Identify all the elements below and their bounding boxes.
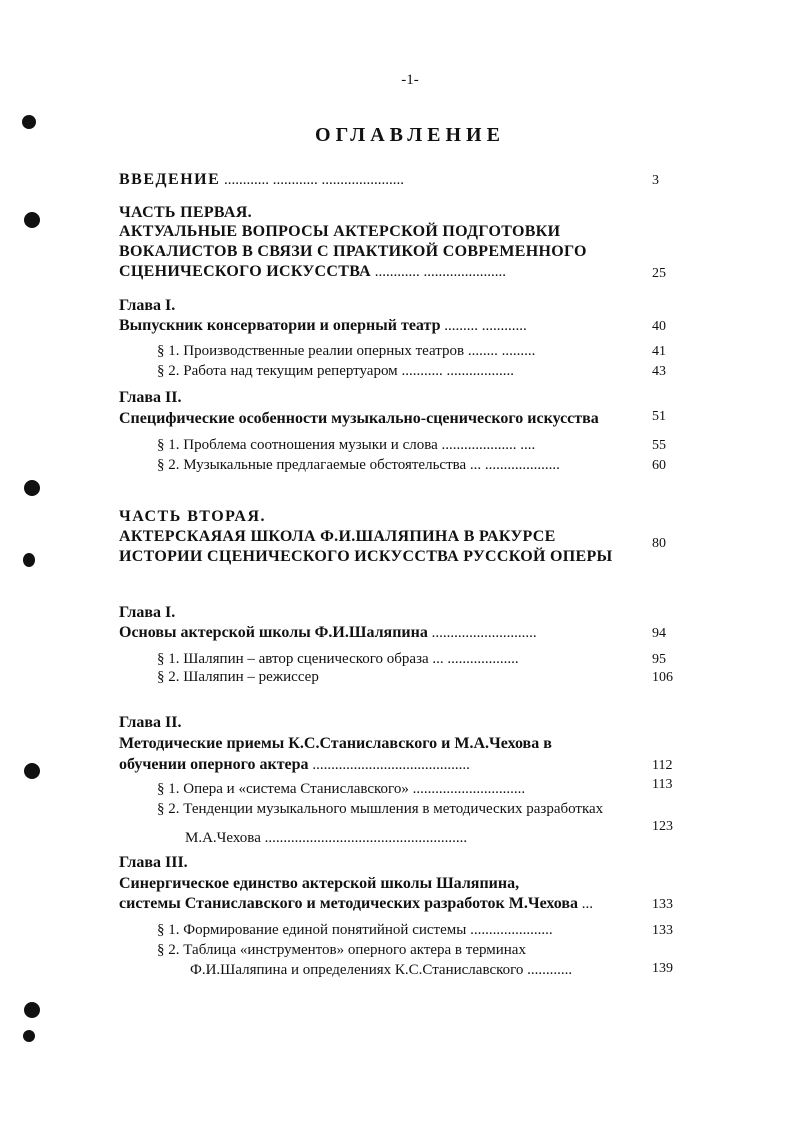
toc-entry-p2-ch1-s1[interactable] (157, 650, 519, 669)
p2-ch3-label: Глава III. (119, 854, 188, 871)
p1-ch1-s2-page: 43 (652, 364, 666, 379)
p1-ch1-page: 40 (652, 319, 666, 334)
leader-dots: ... ................... (428, 651, 519, 667)
p2-ch2-title-line1[interactable]: Методические приемы К.С.Станиславского и М.А.Чехова в (119, 735, 552, 752)
part1-title-line1: АКТУАЛЬНЫЕ ВОПРОСЫ АКТЕРСКОЙ ПОДГОТОВКИ (119, 223, 561, 240)
p1-ch1-s2-text: § 2. Работа над текущим репертуаром (157, 363, 398, 379)
p2-ch1-s2-page: 106 (652, 670, 673, 685)
toc-entry-intro[interactable] (119, 170, 404, 190)
p2-ch2-s2-text1[interactable]: § 2. Тенденции музыкального мышления в методических разработках (157, 801, 604, 817)
p1-ch1-title: Выпускник консерватории и оперный театр (119, 317, 441, 334)
toc-entry-p1-ch2-s1[interactable] (157, 436, 535, 455)
leader-dots: ........... .................. (397, 363, 514, 379)
leader-dots: ... (578, 896, 594, 912)
page-number: -1- (401, 72, 419, 88)
p1-ch2-title[interactable]: Специфические особенности музыкально-сценического искусства (119, 410, 599, 427)
toc-entry-p2-ch2-s2[interactable] (185, 829, 467, 848)
p2-ch1-s1-page: 95 (652, 652, 666, 667)
toc-entry-part1[interactable] (119, 262, 506, 282)
part2-title-line1[interactable]: АКТЕРСКАЯАЯ ШКОЛА Ф.И.ШАЛЯПИНА В РАКУРСЕ (119, 528, 556, 545)
p1-ch2-s2-text: § 2. Музыкальные предлагаемые обстоятельства (157, 457, 467, 473)
toc-entry-p2-ch3-s2[interactable] (190, 961, 572, 980)
p2-ch2-s2-text2: М.А.Чехова (185, 830, 261, 846)
p1-ch2-page: 51 (652, 409, 666, 424)
punch-hole-6 (24, 1002, 40, 1018)
p2-ch3-title-line2: системы Станиславского и методических разработок М.Чехова (119, 895, 579, 912)
p2-ch3-title-line1[interactable]: Синергическое единство актерской школы Шаляпина, (119, 875, 520, 892)
p2-ch3-s1-text: § 1. Формирование единой понятийной системы (157, 922, 467, 938)
toc-entry-p2-ch3-s1[interactable] (157, 921, 553, 940)
p2-ch2-s1-text: § 1. Опера и «система Станиславского» (157, 781, 409, 797)
toc-entry-p1-ch1[interactable] (119, 316, 527, 336)
part2-page: 80 (652, 536, 666, 551)
leader-dots: ........ ......... (464, 343, 536, 359)
punch-hole-7 (23, 1030, 35, 1042)
p2-ch2-page: 112 (652, 758, 673, 773)
p2-ch1-title: Основы актерской школы Ф.И.Шаляпина (119, 624, 428, 641)
part1-label: ЧАСТЬ ПЕРВАЯ. (119, 204, 252, 221)
toc-entry-p2-ch3[interactable] (119, 894, 593, 914)
part2-label: ЧАСТЬ ВТОРАЯ. (119, 508, 267, 525)
leader-dots: ............ ...................... (371, 264, 507, 280)
p1-ch1-s1-page: 41 (652, 344, 666, 359)
leader-dots: ...................................................... (260, 830, 468, 846)
p2-ch1-label: Глава I. (119, 604, 176, 621)
p2-ch1-s1-text: § 1. Шаляпин – автор сценического образа (157, 651, 429, 667)
intro-label: ВВЕДЕНИЕ (119, 171, 221, 188)
part1-page: 25 (652, 266, 666, 281)
punch-hole-4 (23, 553, 35, 567)
p2-ch2-label: Глава II. (119, 714, 182, 731)
part2-title-line2[interactable]: ИСТОРИИ СЦЕНИЧЕСКОГО ИСКУССТВА РУССКОЙ ОПЕРЫ (119, 548, 613, 565)
p1-ch2-s1-page: 55 (652, 438, 666, 453)
p1-ch1-s1-text: § 1. Производственные реалии оперных театров (157, 343, 465, 359)
leader-dots: .............................. (408, 781, 526, 797)
leader-dots: ............ ............ ...................... (220, 172, 405, 188)
leader-dots: ......... ............ (440, 318, 527, 334)
p2-ch1-s2-text[interactable]: § 2. Шаляпин – режиссер (157, 669, 319, 685)
p2-ch2-s1-page: 113 (652, 777, 673, 792)
toc-entry-p2-ch2-s1[interactable] (157, 780, 525, 799)
p1-ch2-s2-page: 60 (652, 458, 666, 473)
p2-ch3-s1-page: 133 (652, 923, 673, 938)
p1-ch1-label: Глава I. (119, 297, 176, 314)
leader-dots: .......................................... (308, 757, 470, 773)
p2-ch3-s2-page: 139 (652, 961, 673, 976)
toc-entry-p2-ch2[interactable] (119, 755, 470, 775)
punch-hole-2 (24, 212, 40, 228)
leader-dots: ...................... (466, 922, 553, 938)
p2-ch2-title-line2: обучении оперного актера (119, 756, 309, 773)
toc-title: ОГЛАВЛЕНИЕ (315, 124, 505, 146)
p1-ch2-label: Глава II. (119, 389, 182, 406)
p1-ch2-s1-text: § 1. Проблема соотношения музыки и слова (157, 437, 438, 453)
toc-entry-p1-ch1-s1[interactable] (157, 342, 535, 361)
p2-ch3-page: 133 (652, 897, 673, 912)
punch-hole-3 (24, 480, 40, 496)
p2-ch3-s2-text1[interactable]: § 2. Таблица «инструментов» оперного актера в терминах (157, 942, 526, 958)
leader-dots: ............................ (427, 625, 537, 641)
toc-entry-p1-ch2-s2[interactable] (157, 456, 560, 475)
intro-page: 3 (652, 173, 659, 188)
leader-dots: .................... .... (437, 437, 536, 453)
p2-ch3-s2-text2: Ф.И.Шаляпина и определениях К.С.Станиславского (190, 962, 524, 978)
leader-dots: ............ (523, 962, 573, 978)
p2-ch1-page: 94 (652, 626, 666, 641)
punch-hole-5 (24, 763, 40, 779)
toc-entry-p1-ch1-s2[interactable] (157, 362, 514, 381)
part1-title-line3: СЦЕНИЧЕСКОГО ИСКУССТВА (119, 263, 372, 280)
toc-entry-p2-ch1[interactable] (119, 623, 537, 643)
part1-title-line2: ВОКАЛИСТОВ В СВЯЗИ С ПРАКТИКОЙ СОВРЕМЕННОГО (119, 243, 587, 260)
leader-dots: ... .................... (466, 457, 560, 473)
p2-ch2-s2-page: 123 (652, 819, 673, 834)
